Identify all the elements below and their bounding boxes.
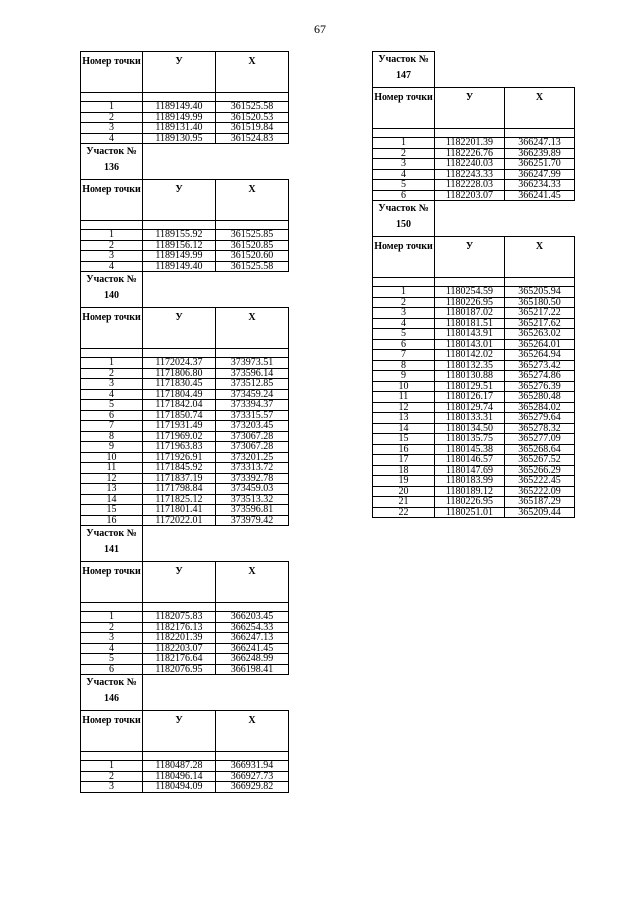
table-row xyxy=(373,507,575,518)
table-row xyxy=(373,455,575,466)
table-header-row xyxy=(81,52,289,93)
point-number: 4 xyxy=(81,261,143,272)
table-row xyxy=(373,465,575,476)
table-row xyxy=(81,622,289,633)
coord-y: 1182228.03 xyxy=(435,180,505,191)
coord-y: 1180143.91 xyxy=(435,329,505,340)
point-number: 15 xyxy=(373,434,435,445)
table-row xyxy=(81,421,289,432)
coord-y: 1180189.12 xyxy=(435,486,505,497)
table-row xyxy=(373,148,575,159)
table-header-row xyxy=(81,711,289,752)
point-number: 2 xyxy=(81,622,143,633)
header-point: Номер точки xyxy=(373,88,435,129)
coord-y: 1189149.99 xyxy=(143,112,216,123)
point-number: 4 xyxy=(81,389,143,400)
point-number: 5 xyxy=(373,329,435,340)
point-number: 4 xyxy=(373,169,435,180)
coord-x: 366254.33 xyxy=(216,622,289,633)
coord-y: 1180254.59 xyxy=(435,287,505,298)
table-row xyxy=(373,180,575,191)
point-number: 16 xyxy=(373,444,435,455)
section-title-spacer xyxy=(143,272,289,308)
coord-y: 1171931.49 xyxy=(143,421,216,432)
point-number: 5 xyxy=(373,180,435,191)
point-number: 16 xyxy=(81,515,143,526)
point-number: 21 xyxy=(373,497,435,508)
table-row xyxy=(373,476,575,487)
header-x: Х xyxy=(216,562,289,603)
table-row xyxy=(373,423,575,434)
coord-x: 361520.60 xyxy=(216,251,289,262)
point-number: 3 xyxy=(81,123,143,134)
coord-y: 1171963.83 xyxy=(143,442,216,453)
point-number: 13 xyxy=(373,413,435,424)
coord-y: 1171806.80 xyxy=(143,368,216,379)
table-row xyxy=(81,400,289,411)
coord-x: 366241.45 xyxy=(505,190,575,201)
table-row xyxy=(373,413,575,424)
point-number: 1 xyxy=(81,761,143,772)
point-number: 19 xyxy=(373,476,435,487)
coord-y: 1180487.28 xyxy=(143,761,216,772)
table-header-row xyxy=(81,308,289,349)
coord-y: 1182076.95 xyxy=(143,664,216,675)
point-number: 1 xyxy=(373,138,435,149)
coord-y: 1180251.01 xyxy=(435,507,505,518)
coord-x: 366239.89 xyxy=(505,148,575,159)
coord-x: 373313.72 xyxy=(216,463,289,474)
coord-y: 1171969.02 xyxy=(143,431,216,442)
coord-x: 365264.01 xyxy=(505,339,575,350)
coord-y: 1171801.41 xyxy=(143,505,216,516)
point-number: 10 xyxy=(373,381,435,392)
coord-y: 1182201.39 xyxy=(143,633,216,644)
coord-y: 1171842.04 xyxy=(143,400,216,411)
point-number: 2 xyxy=(81,112,143,123)
point-number: 17 xyxy=(373,455,435,466)
coord-x: 365180.50 xyxy=(505,297,575,308)
coord-x: 373973.51 xyxy=(216,358,289,369)
coord-y: 1182203.07 xyxy=(435,190,505,201)
coord-y: 1180183.99 xyxy=(435,476,505,487)
coord-x: 361520.53 xyxy=(216,112,289,123)
coord-y: 1180496.14 xyxy=(143,771,216,782)
table-row xyxy=(81,633,289,644)
coord-x: 373067.28 xyxy=(216,442,289,453)
point-number: 18 xyxy=(373,465,435,476)
coord-x: 361520.85 xyxy=(216,240,289,251)
point-number: 3 xyxy=(81,379,143,390)
header-x: Х xyxy=(505,237,575,278)
point-number: 3 xyxy=(81,251,143,262)
coord-y: 1180145.38 xyxy=(435,444,505,455)
point-number: 10 xyxy=(81,452,143,463)
coord-y: 1180226.95 xyxy=(435,497,505,508)
point-number: 2 xyxy=(373,297,435,308)
coord-x: 366241.45 xyxy=(216,643,289,654)
coord-x: 366234.33 xyxy=(505,180,575,191)
table-row xyxy=(373,392,575,403)
table-row xyxy=(81,643,289,654)
coord-x: 361525.58 xyxy=(216,102,289,113)
point-number: 8 xyxy=(81,431,143,442)
header-x: Х xyxy=(505,88,575,129)
point-number: 2 xyxy=(81,368,143,379)
page-number: 67 xyxy=(314,22,326,36)
table-row xyxy=(81,410,289,421)
section-title-spacer xyxy=(143,526,289,562)
header-x: Х xyxy=(216,180,289,221)
header-x: Х xyxy=(216,52,289,93)
point-number: 3 xyxy=(373,159,435,170)
table-row xyxy=(81,431,289,442)
section-title-row xyxy=(373,201,575,237)
coord-y: 1180146.57 xyxy=(435,455,505,466)
coord-x: 365187.29 xyxy=(505,497,575,508)
table-row xyxy=(81,664,289,675)
section-title: Участок № 136 xyxy=(81,144,143,180)
table-row xyxy=(81,123,289,134)
left-column xyxy=(80,51,288,793)
point-number: 4 xyxy=(81,643,143,654)
coord-x: 366247.99 xyxy=(505,169,575,180)
coord-x: 373315.57 xyxy=(216,410,289,421)
point-number: 6 xyxy=(373,190,435,201)
point-number: 13 xyxy=(81,484,143,495)
coord-x: 373459.24 xyxy=(216,389,289,400)
coord-y: 1171850.74 xyxy=(143,410,216,421)
coord-y: 1180181.51 xyxy=(435,318,505,329)
point-number: 6 xyxy=(81,410,143,421)
coord-y: 1189149.40 xyxy=(143,261,216,272)
coord-y: 1182201.39 xyxy=(435,138,505,149)
coord-y: 1171825.12 xyxy=(143,494,216,505)
coord-x: 365264.94 xyxy=(505,350,575,361)
point-number: 12 xyxy=(81,473,143,484)
coord-x: 361525.58 xyxy=(216,261,289,272)
table-row xyxy=(373,169,575,180)
point-number: 11 xyxy=(373,392,435,403)
point-number: 20 xyxy=(373,486,435,497)
coord-x: 365217.62 xyxy=(505,318,575,329)
header-y: У xyxy=(143,711,216,752)
section-title: Участок № 150 xyxy=(373,201,435,237)
coord-x: 366929.82 xyxy=(216,782,289,793)
table-row xyxy=(373,486,575,497)
table-row xyxy=(373,318,575,329)
coord-y: 1171926.91 xyxy=(143,452,216,463)
table-row xyxy=(81,102,289,113)
header-y: У xyxy=(143,180,216,221)
header-point: Номер точки xyxy=(81,711,143,752)
coord-y: 1180129.51 xyxy=(435,381,505,392)
section-title: Участок № 141 xyxy=(81,526,143,562)
coord-y: 1171830.45 xyxy=(143,379,216,390)
table-row xyxy=(373,308,575,319)
coord-y: 1189155.92 xyxy=(143,230,216,241)
coord-x: 366203.45 xyxy=(216,612,289,623)
section-title-row xyxy=(81,526,289,562)
coord-y: 1171804.49 xyxy=(143,389,216,400)
point-number: 9 xyxy=(81,442,143,453)
point-number: 15 xyxy=(81,505,143,516)
table-row xyxy=(81,251,289,262)
table-row xyxy=(373,287,575,298)
coord-y: 1171845.92 xyxy=(143,463,216,474)
coord-y: 1180142.02 xyxy=(435,350,505,361)
table-row xyxy=(373,350,575,361)
point-number: 9 xyxy=(373,371,435,382)
coord-x: 365222.45 xyxy=(505,476,575,487)
point-number: 3 xyxy=(81,782,143,793)
point-number: 8 xyxy=(373,360,435,371)
table-row xyxy=(81,612,289,623)
table-row xyxy=(373,434,575,445)
coord-x: 365222.09 xyxy=(505,486,575,497)
table-row xyxy=(81,654,289,665)
section-title-spacer xyxy=(435,52,575,88)
header-y: У xyxy=(143,562,216,603)
coord-y: 1180132.35 xyxy=(435,360,505,371)
coord-y: 1189130.95 xyxy=(143,133,216,144)
table-row xyxy=(81,442,289,453)
point-number: 1 xyxy=(81,358,143,369)
coord-y: 1182243.33 xyxy=(435,169,505,180)
coord-y: 1182176.13 xyxy=(143,622,216,633)
coord-y: 1182240.03 xyxy=(435,159,505,170)
header-y: У xyxy=(435,237,505,278)
section-title-spacer xyxy=(435,201,575,237)
table-row xyxy=(81,112,289,123)
table-row xyxy=(373,497,575,508)
section-title-row xyxy=(81,272,289,308)
coord-x: 373201.25 xyxy=(216,452,289,463)
coord-x: 365273.42 xyxy=(505,360,575,371)
table-row xyxy=(81,452,289,463)
section-title: Участок № 140 xyxy=(81,272,143,308)
coord-y: 1189156.12 xyxy=(143,240,216,251)
table-row xyxy=(373,329,575,340)
table-row xyxy=(81,389,289,400)
point-number: 5 xyxy=(81,400,143,411)
coord-x: 373596.14 xyxy=(216,368,289,379)
table-row xyxy=(373,138,575,149)
point-number: 3 xyxy=(81,633,143,644)
coord-y: 1180129.74 xyxy=(435,402,505,413)
table-row xyxy=(81,761,289,772)
point-number: 4 xyxy=(81,133,143,144)
point-number: 14 xyxy=(81,494,143,505)
coord-x: 365280.48 xyxy=(505,392,575,403)
coord-x: 373067.28 xyxy=(216,431,289,442)
table-row xyxy=(81,133,289,144)
table-row xyxy=(81,515,289,526)
table-row xyxy=(373,444,575,455)
table-row xyxy=(81,505,289,516)
header-point: Номер точки xyxy=(373,237,435,278)
table-header-row xyxy=(373,237,575,278)
table-row xyxy=(81,473,289,484)
right-column xyxy=(372,51,574,518)
point-number: 2 xyxy=(373,148,435,159)
coord-x: 373979.42 xyxy=(216,515,289,526)
point-number: 14 xyxy=(373,423,435,434)
table-row xyxy=(81,230,289,241)
coord-y: 1171798.84 xyxy=(143,484,216,495)
coord-x: 365209.44 xyxy=(505,507,575,518)
coord-x: 361525.85 xyxy=(216,230,289,241)
coord-x: 373513.32 xyxy=(216,494,289,505)
coord-x: 361519.84 xyxy=(216,123,289,134)
coord-y: 1180126.17 xyxy=(435,392,505,403)
coordinates-table-left xyxy=(80,51,289,793)
table-header-row xyxy=(81,562,289,603)
coord-y: 1180143.01 xyxy=(435,339,505,350)
table-row xyxy=(373,159,575,170)
coord-x: 373394.37 xyxy=(216,400,289,411)
point-number: 22 xyxy=(373,507,435,518)
section-title-row xyxy=(373,52,575,88)
header-point: Номер точки xyxy=(81,562,143,603)
point-number: 4 xyxy=(373,318,435,329)
section-title-row xyxy=(81,144,289,180)
coord-y: 1180135.75 xyxy=(435,434,505,445)
coord-x: 365267.52 xyxy=(505,455,575,466)
point-number: 1 xyxy=(81,230,143,241)
section-title-spacer xyxy=(143,144,289,180)
coord-y: 1182203.07 xyxy=(143,643,216,654)
coord-x: 373392.78 xyxy=(216,473,289,484)
table-row xyxy=(81,368,289,379)
coord-x: 366247.13 xyxy=(216,633,289,644)
table-header-row xyxy=(373,88,575,129)
coord-x: 365205.94 xyxy=(505,287,575,298)
point-number: 1 xyxy=(81,102,143,113)
point-number: 7 xyxy=(373,350,435,361)
header-x: Х xyxy=(216,308,289,349)
table-row xyxy=(81,358,289,369)
coord-y: 1171837.19 xyxy=(143,473,216,484)
header-y: У xyxy=(143,308,216,349)
header-x: Х xyxy=(216,711,289,752)
section-title: Участок № 146 xyxy=(81,675,143,711)
header-point: Номер точки xyxy=(81,308,143,349)
table-row xyxy=(81,463,289,474)
point-number: 2 xyxy=(81,240,143,251)
table-row xyxy=(373,381,575,392)
coord-y: 1189131.40 xyxy=(143,123,216,134)
coord-y: 1172024.37 xyxy=(143,358,216,369)
coord-x: 373203.45 xyxy=(216,421,289,432)
coord-x: 366251.70 xyxy=(505,159,575,170)
table-header-row xyxy=(81,180,289,221)
point-number: 1 xyxy=(81,612,143,623)
coord-x: 365266.29 xyxy=(505,465,575,476)
coord-x: 366927.73 xyxy=(216,771,289,782)
table-row xyxy=(373,339,575,350)
table-row xyxy=(373,297,575,308)
section-title: Участок № 147 xyxy=(373,52,435,88)
table-row xyxy=(373,360,575,371)
coord-x: 365268.64 xyxy=(505,444,575,455)
coord-x: 365263.02 xyxy=(505,329,575,340)
table-row xyxy=(81,240,289,251)
coord-y: 1180226.95 xyxy=(435,297,505,308)
coord-x: 365217.22 xyxy=(505,308,575,319)
header-y: У xyxy=(435,88,505,129)
coord-x: 366198.41 xyxy=(216,664,289,675)
coord-y: 1182176.64 xyxy=(143,654,216,665)
table-row xyxy=(373,371,575,382)
coord-y: 1182075.83 xyxy=(143,612,216,623)
table-row xyxy=(81,484,289,495)
coord-y: 1180147.69 xyxy=(435,465,505,476)
coord-x: 365284.02 xyxy=(505,402,575,413)
coord-y: 1189149.99 xyxy=(143,251,216,262)
table-row xyxy=(373,402,575,413)
point-number: 2 xyxy=(81,771,143,782)
table-row xyxy=(81,494,289,505)
table-row xyxy=(373,190,575,201)
header-point: Номер точки xyxy=(81,180,143,221)
coord-y: 1180133.31 xyxy=(435,413,505,424)
coord-x: 373459.03 xyxy=(216,484,289,495)
table-row xyxy=(81,379,289,390)
table-row xyxy=(81,261,289,272)
coord-x: 365274.86 xyxy=(505,371,575,382)
coord-x: 373596.81 xyxy=(216,505,289,516)
point-number: 6 xyxy=(373,339,435,350)
coord-y: 1180130.88 xyxy=(435,371,505,382)
coord-x: 366931.94 xyxy=(216,761,289,772)
table-row xyxy=(81,771,289,782)
section-title-row xyxy=(81,675,289,711)
section-title-spacer xyxy=(143,675,289,711)
coord-y: 1172022.01 xyxy=(143,515,216,526)
table-row xyxy=(81,782,289,793)
point-number: 1 xyxy=(373,287,435,298)
coord-y: 1180187.02 xyxy=(435,308,505,319)
coordinates-table-right xyxy=(372,51,575,518)
point-number: 12 xyxy=(373,402,435,413)
point-number: 3 xyxy=(373,308,435,319)
point-number: 11 xyxy=(81,463,143,474)
coord-x: 365276.39 xyxy=(505,381,575,392)
coord-x: 365278.32 xyxy=(505,423,575,434)
coord-y: 1182226.76 xyxy=(435,148,505,159)
header-y: У xyxy=(143,52,216,93)
point-number: 7 xyxy=(81,421,143,432)
coord-y: 1180494.09 xyxy=(143,782,216,793)
coord-x: 373512.85 xyxy=(216,379,289,390)
coord-y: 1180134.50 xyxy=(435,423,505,434)
coord-x: 361524.83 xyxy=(216,133,289,144)
point-number: 6 xyxy=(81,664,143,675)
coord-x: 366247.13 xyxy=(505,138,575,149)
coord-x: 365279.64 xyxy=(505,413,575,424)
coord-x: 366248.99 xyxy=(216,654,289,665)
header-point: Номер точки xyxy=(81,52,143,93)
point-number: 5 xyxy=(81,654,143,665)
coord-x: 365277.09 xyxy=(505,434,575,445)
coord-y: 1189149.40 xyxy=(143,102,216,113)
